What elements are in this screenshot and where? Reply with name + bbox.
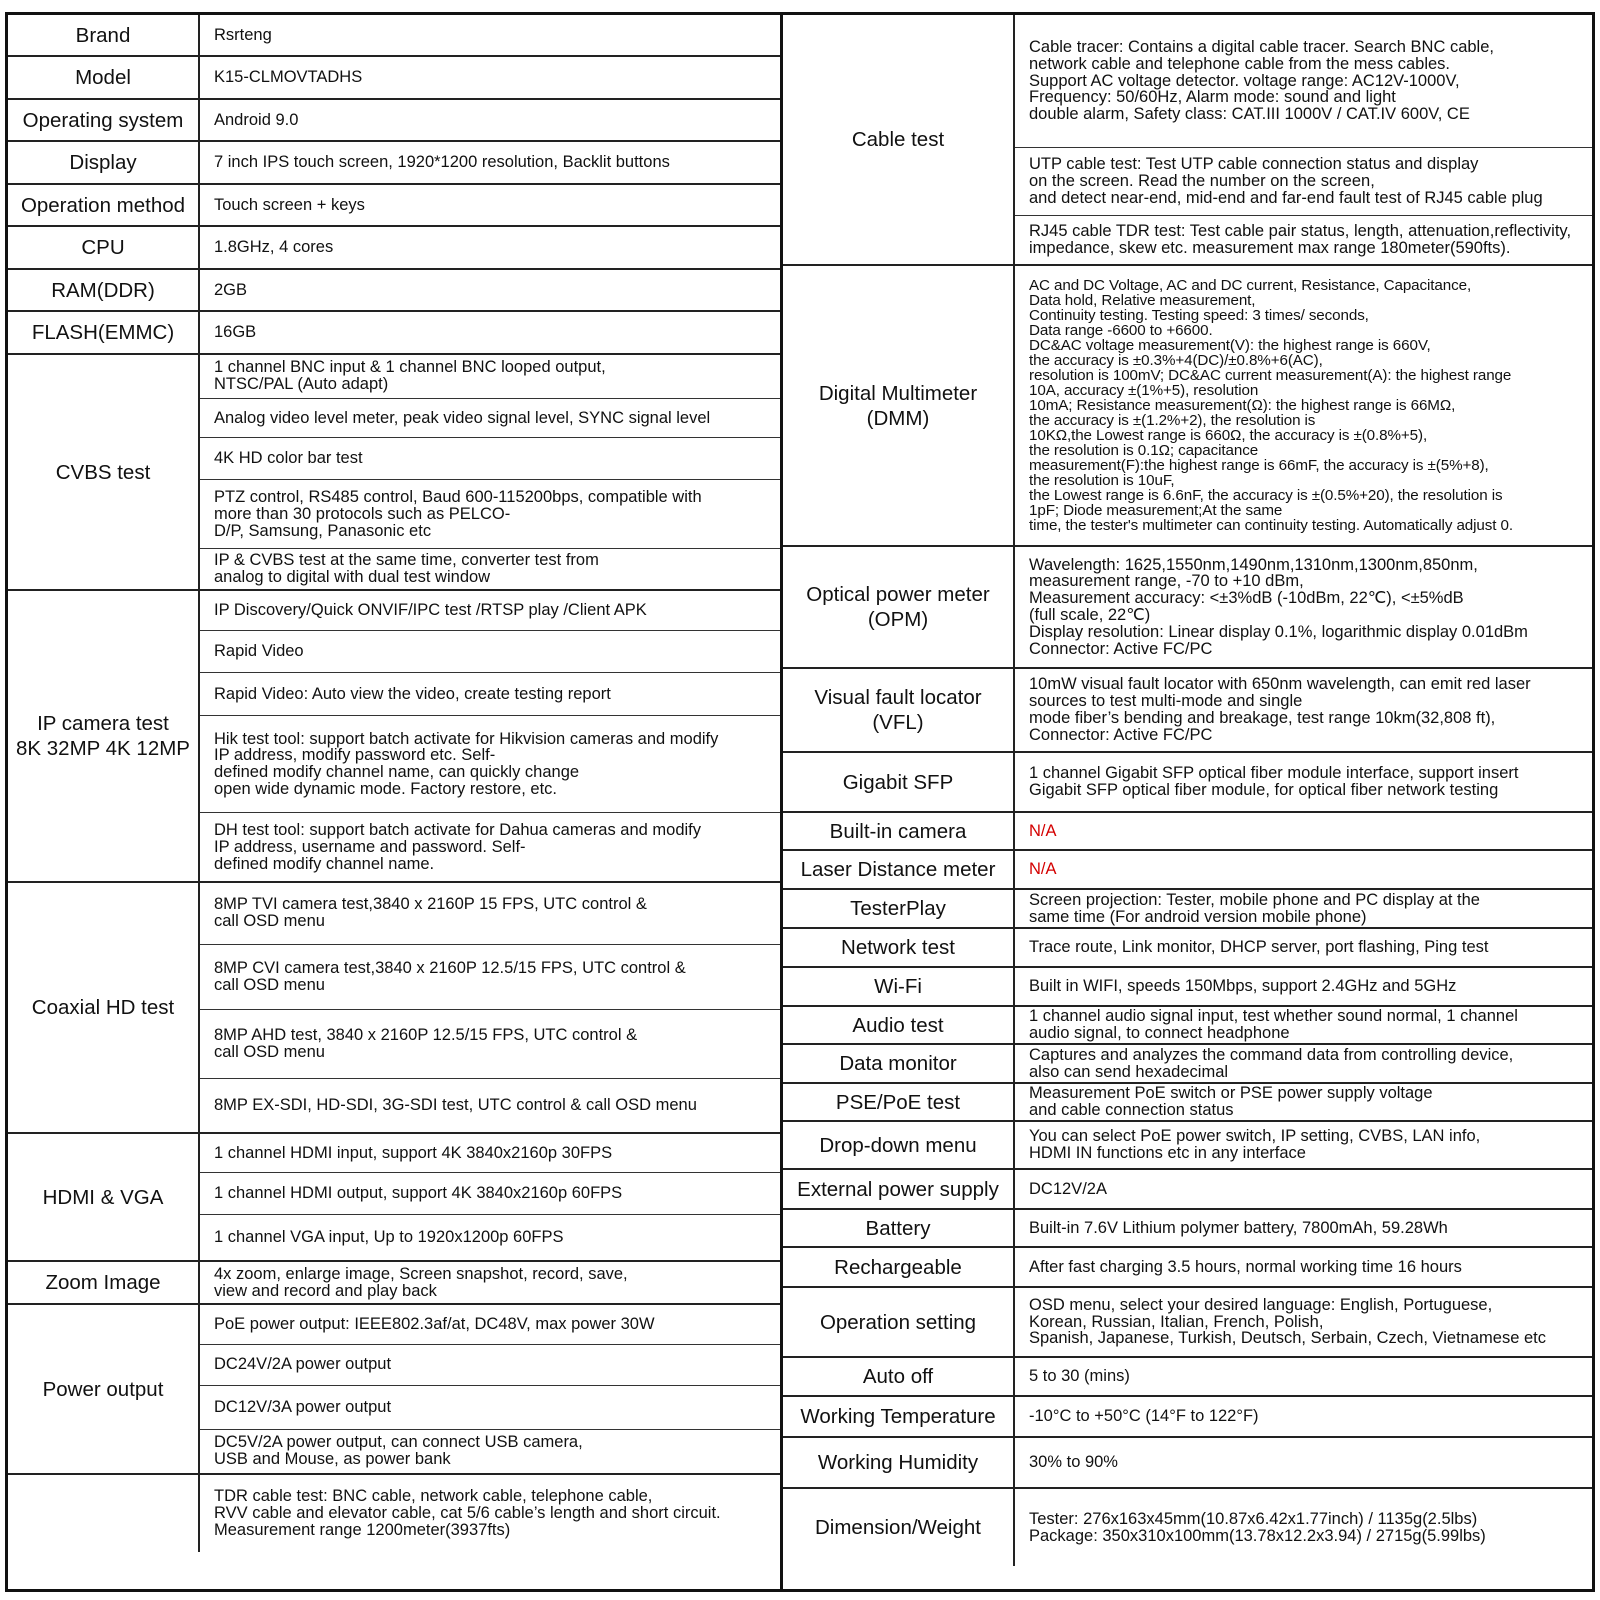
spec-values [1015,929,1592,966]
spec-label: FLASH(EMMC) [8,312,200,353]
spec-value: 8MP EX-SDI, HD-SDI, 3G-SDI test, UTC control & call OSD menu [214,1096,697,1115]
spec-row-zoom-image [8,1262,780,1305]
spec-value: 8MP CVI camera test,3840 x 2160P 12.5/15 FPS, UTC control & call OSD menu [200,945,780,1010]
spec-label: TesterPlay [783,890,1015,927]
spec-value: 1 channel VGA input, Up to 1920x1200p 60FPS [214,1227,564,1246]
spec-row-coaxial-hd-test [8,883,780,1134]
spec-row-audio-test [783,1007,1592,1045]
spec-values [1015,890,1592,927]
spec-row-working-humidity [783,1438,1592,1489]
spec-value: 1.8GHz, 4 cores [214,238,334,257]
spec-values [1015,15,1592,264]
spec-value: TDR cable test: BNC cable, network cable, telephone cable, RVV cable and elevator cable, cat 5/6 cable’s length and short circuit. Measurement range 1200meter(3937fts) [214,1487,721,1539]
spec-row-working-temperature [783,1397,1592,1438]
spec-row-built-in-camera [783,813,1592,851]
spec-label: HDMI & VGA [8,1134,200,1260]
spec-row-ram-ddr [8,270,780,312]
spec-value: Analog video level meter, peak video signal level, SYNC signal level [200,399,780,439]
spec-label: Visual fault locator (VFL) [783,669,1015,751]
spec-value: Built-in 7.6V Lithium polymer battery, 7800mAh, 59.28Wh [1029,1218,1448,1237]
spec-label: Operating system [8,100,200,140]
spec-label: Operation method [8,185,200,225]
spec-value: Wavelength: 1625,1550nm,1490nm,1310nm,1300nm,850nm, measurement range, -70 to +10 dBm, Measurement accuracy: <±3%dB (-10dBm, 22℃), <±5%dB (full scale, 22℃) Display resolution: Linear display 0.1%, logarithmic display 0.01dBm Connector: Active FC/PC [1029,555,1528,658]
spec-values [1015,1210,1592,1246]
spec-value: N/A [1029,821,1057,840]
spec-label: Network test [783,929,1015,966]
spec-label: Digital Multimeter (DMM) [783,266,1015,545]
spec-value: IP Discovery/Quick ONVIF/IPC test /RTSP play /Client APK [200,591,780,631]
spec-row-rechargeable [783,1248,1592,1288]
spec-label: Brand [8,15,200,55]
spec-value: UTP cable test: Test UTP cable connection status and display on the screen. Read the number on the screen, and detect near-end, mid-end and far-end fault test of RJ45 cable plug [1015,148,1592,216]
spec-value: PTZ control, RS485 control, Baud 600-115200bps, compatible with more than 30 protocols such as PELCO- D/P, Samsung, Panasonic etc [200,480,780,549]
spec-value: Cable tracer: Contains a digital cable tracer. Search BNC cable, network cable and telephone cable from the mess cables. Support AC voltage detector. voltage range: AC12V-1000V, Frequency: 50/60Hz, Alarm mode: sound and light double alarm, Safety class: CAT.III 1000V / CAT.IV 600V, CE [1015,15,1592,148]
spec-label: Gigabit SFP [783,753,1015,811]
spec-label: Operation setting [783,1288,1015,1356]
spec-label: Battery [783,1210,1015,1246]
spec-values [1015,1045,1592,1082]
spec-values [200,883,780,1132]
spec-values [1015,1170,1592,1208]
spec-values [200,270,780,310]
spec-label: External power supply [783,1170,1015,1208]
spec-values [1015,1438,1592,1487]
spec-label: PSE/PoE test [783,1084,1015,1120]
spec-value: 16GB [214,323,257,342]
spec-row-dimension-weight [783,1489,1592,1566]
spec-values [1015,669,1592,751]
spec-values [200,15,780,55]
spec-values [200,185,780,225]
spec-value: DC12V/2A [1029,1179,1107,1198]
spec-value: Trace route, Link monitor, DHCP server, port flashing, Ping test [1029,938,1489,957]
spec-row-data-monitor [783,1045,1592,1084]
spec-label: Coaxial HD test [8,883,200,1132]
spec-value: Touch screen + keys [214,195,365,214]
spec-value: DH test tool: support batch activate for Dahua cameras and modify IP address, username and password. Self- defined modify channel name. [214,820,701,873]
spec-value: 4K HD color bar test [200,438,780,480]
spec-value: 1 channel audio signal input, test whether sound normal, 1 channel audio signal, to connect headphone [1029,1007,1518,1042]
spec-value: 4x zoom, enlarge image, Screen snapshot, record, save, view and record and play back [214,1264,628,1300]
spec-row-model [8,57,780,100]
spec-row-blank [8,1475,780,1552]
spec-value: 5 to 30 (mins) [1029,1367,1130,1386]
spec-values [1015,813,1592,849]
spec-value: RJ45 cable TDR test: Test cable pair status, length, attenuation,reflectivity, impedance, skew etc. measurement max range 180meter(590fts). [1029,222,1572,258]
spec-value: DC24V/2A power output [200,1345,780,1387]
spec-row-flash-emmc [8,312,780,355]
spec-value: Rapid Video [200,631,780,674]
spec-value: After fast charging 3.5 hours, normal working time 16 hours [1029,1257,1462,1276]
spec-label: Power output [8,1305,200,1473]
spec-values [1015,968,1592,1005]
spec-value: 8MP AHD test, 3840 x 2160P 12.5/15 FPS, UTC control & call OSD menu [200,1010,780,1079]
spec-row-operation-method [8,185,780,227]
spec-label: Built-in camera [783,813,1015,849]
spec-values [1015,1489,1592,1566]
spec-row-pse-poe-test [783,1084,1592,1122]
spec-row-digital-multimeter-dmm [783,266,1592,547]
spec-row-battery [783,1210,1592,1248]
spec-label: Audio test [783,1007,1015,1043]
spec-value: IP & CVBS test at the same time, converter test from analog to digital with dual test window [214,551,599,587]
spec-label: IP camera test 8K 32MP 4K 12MP [8,591,200,881]
spec-values [200,142,780,183]
spec-values [1015,1358,1592,1395]
spec-label: Laser Distance meter [783,851,1015,888]
spec-row-display [8,142,780,185]
spec-values [1015,1122,1592,1168]
spec-label: CPU [8,227,200,268]
spec-value: 8MP TVI camera test,3840 x 2160P 15 FPS, UTC control & call OSD menu [200,883,780,945]
spec-value: N/A [1029,860,1057,879]
spec-row-drop-down-menu [783,1122,1592,1170]
spec-label: RAM(DDR) [8,270,200,310]
spec-values [1015,1007,1592,1043]
spec-value: 2GB [214,280,248,299]
spec-values [1015,266,1592,545]
spec-row-auto-off [783,1358,1592,1397]
spec-label: Optical power meter (OPM) [783,547,1015,667]
spec-values [1015,851,1592,888]
spec-values [200,227,780,268]
spec-row-operation-setting [783,1288,1592,1358]
spec-values [1015,1248,1592,1286]
spec-value: 30% to 90% [1029,1453,1118,1472]
spec-value: -10°C to +50°C (14°F to 122°F) [1029,1407,1259,1426]
spec-values [1015,1288,1592,1356]
spec-value: Measurement PoE switch or PSE power supply voltage and cable connection status [1029,1084,1433,1119]
spec-values [200,1262,780,1303]
spec-row-visual-fault-locator-vfl [783,669,1592,753]
spec-value: Rsrteng [214,25,272,44]
spec-row-external-power-supply [783,1170,1592,1210]
spec-label: Wi-Fi [783,968,1015,1005]
spec-value: 1 channel HDMI input, support 4K 3840x2160p 30FPS [200,1134,780,1173]
spec-value: Rapid Video: Auto view the video, create testing report [200,673,780,716]
spec-label: Auto off [783,1358,1015,1395]
spec-label [8,1475,200,1552]
spec-row-hdmi-vga [8,1134,780,1262]
spec-values [1015,1397,1592,1436]
spec-value: DC5V/2A power output, can connect USB camera, USB and Mouse, as power bank [214,1433,583,1469]
spec-row-cable-test [783,15,1592,266]
spec-row-gigabit-sfp [783,753,1592,813]
spec-value: 1 channel HDMI output, support 4K 3840x2160p 60FPS [200,1173,780,1214]
spec-value: You can select PoE power switch, IP setting, CVBS, LAN info, HDMI IN functions etc in any interface [1029,1127,1481,1162]
spec-row-wi-fi [783,968,1592,1007]
spec-values [1015,1084,1592,1120]
spec-value: 7 inch IPS touch screen, 1920*1200 resolution, Backlit buttons [214,153,670,172]
spec-values [1015,753,1592,811]
spec-values [200,355,780,589]
spec-values [200,57,780,98]
spec-values [1015,547,1592,667]
spec-value: 10mW visual fault locator with 650nm wavelength, can emit red laser sources to test multi-mode and single mode fiber’s bending and breakage, test range 10km(32,808 ft), Connector: Active FC/PC [1029,675,1531,744]
spec-value: DC12V/3A power output [200,1386,780,1429]
spec-row-cpu [8,227,780,270]
spec-value: Android 9.0 [214,110,299,129]
spec-row-power-output [8,1305,780,1475]
spec-label: CVBS test [8,355,200,589]
spec-label: Zoom Image [8,1262,200,1303]
spec-value: 1 channel Gigabit SFP optical fiber module interface, support insert Gigabit SFP optical fiber module, for optical fiber network testing [1029,764,1519,799]
spec-values [200,591,780,881]
spec-value: Screen projection: Tester, mobile phone and PC display at the same time (For android version mobile phone) [1029,890,1480,926]
spec-label: Dimension/Weight [783,1489,1015,1566]
spec-label: Rechargeable [783,1248,1015,1286]
spec-values [200,100,780,140]
spec-value: PoE power output: IEEE802.3af/at, DC48V, max power 30W [200,1305,780,1345]
spec-label: Display [8,142,200,183]
spec-value: Captures and analyzes the command data from controlling device, also can send hexadecimal [1029,1045,1514,1081]
spec-row-testerplay [783,890,1592,929]
spec-value: Hik test tool: support batch activate for Hikvision cameras and modify IP address, modify password etc. Self- defined modify channel name, can quickly change open wide dynamic mode. Factory restore, etc. [200,716,780,813]
spec-values [200,1475,780,1552]
spec-label: Cable test [783,15,1015,264]
spec-row-cvbs-test [8,355,780,591]
spec-values [200,1134,780,1260]
spec-label: Working Humidity [783,1438,1015,1487]
spec-row-optical-power-meter-opm [783,547,1592,669]
spec-value: 1 channel BNC input & 1 channel BNC looped output, NTSC/PAL (Auto adapt) [200,355,780,399]
spec-label: Working Temperature [783,1397,1015,1436]
spec-values [200,1305,780,1473]
spec-row-ip-camera-test-8k-32mp-4k-12mp [8,591,780,883]
spec-label: Data monitor [783,1045,1015,1082]
right-spec-table [783,12,1595,1592]
spec-value: Built in WIFI, speeds 150Mbps, support 2.4GHz and 5GHz [1029,977,1457,996]
spec-row-network-test [783,929,1592,968]
spec-value: Tester: 276x163x45mm(10.87x6.42x1.77inch) / 1135g(2.5lbs) Package: 350x310x100mm(13.78x12.2x3.94) / 2715g(5.99lbs) [1029,1509,1486,1545]
spec-label: Drop-down menu [783,1122,1015,1168]
spec-row-laser-distance-meter [783,851,1592,890]
spec-row-operating-system [8,100,780,142]
spec-label: Model [8,57,200,98]
spec-values [200,312,780,353]
spec-value: OSD menu, select your desired language: English, Portuguese, Korean, Russian, Italian, French, Polish, Spanish, Japanese, Turkish, Deutsch, Serbain, Czech, Vietnamese etc [1029,1295,1546,1348]
left-spec-table [5,12,783,1592]
spec-value: K15-CLMOVTADHS [214,68,363,87]
spec-row-brand [8,15,780,57]
spec-value: AC and DC Voltage, AC and DC current, Resistance, Capacitance, Data hold, Relative measurement, Continuity testing. Testing speed: 3 times/ seconds, Data range -6600 to +6600. DC&AC voltage measurement(V): the highest range is 660V, the accuracy is ±0.3%+4(DC)/±0.8%+6(AC), resolution is 100mV; DC&AC current measurement(A): the highest range 10A, accuracy ±(1%+5), resolution 10mA; Resistance measurement(Ω): the highest range is 66MΩ, the accuracy is ±(1.2%+2), the resolution is 10KΩ,the Lowest range is 660Ω, the accuracy is ±(0.8%+5), the resolution is 0.1Ω; capacitance measurement(F):the highest range is 66mF, the accuracy is ±(5%+8), the resolution is 10uF, the Lowest range is 6.6nF, the accuracy is ±(0.5%+20), the resolution is 1pF; Diode measurement;At the same time, the tester's multimeter can continuity testing. Automatically adjust 0. [1029,276,1513,535]
